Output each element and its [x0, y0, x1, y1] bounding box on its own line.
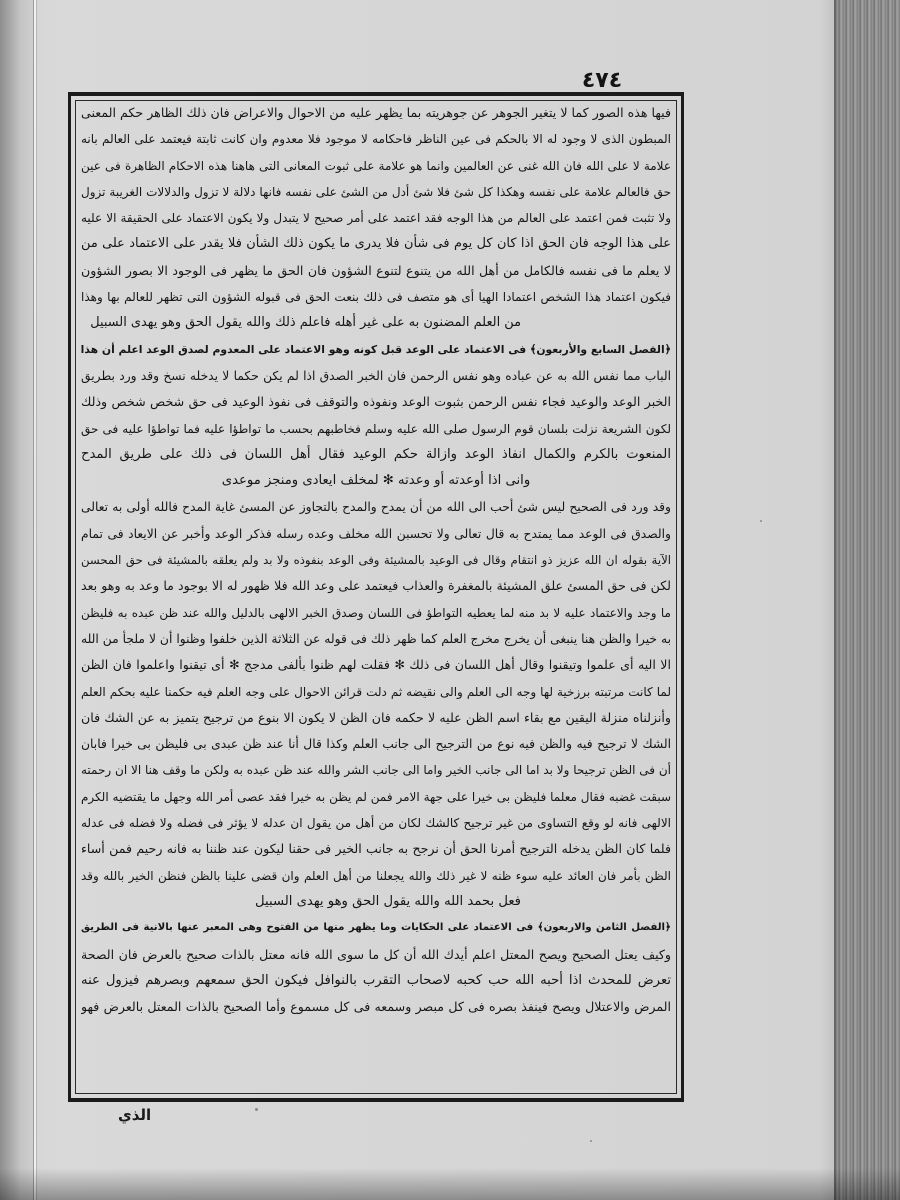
section-heading-line: ﴿الفصل السابع والأربعون﴾ فى الاعتماد على الوعد قبل كونه وهو الاعتماد على المعدوم لصدق الوعد اعلم أن هذا — [81, 342, 671, 356]
text-line: فيكون اعتماد هذا الشخص اعتمادا الهيا أى هو متصف فى ذلك بنعت الحق فى قبوله الشؤون التى تظهر للعالم بها وهذا — [81, 290, 671, 305]
text-line: على هذا الوجه فان الحق اذا كان كل يوم فى شأن فلا يدرى ما يكون ذلك الشأن فلا يقدر على الاعتماد على من — [81, 236, 671, 252]
text-line: المنعوت بالكرم والكمال انفاذ الوعد وازالة حكم الوعيد فقال أهل اللسان فى ذلك على طريق المدح — [81, 446, 671, 462]
text-line: أن فى الظن ترجيحا ولا بد اما الى جانب الخير واما الى جانب الشر والله عند ظن عبده به ولكن ما وقف هنا الا ان رحمته — [81, 763, 671, 778]
text-line: تعرض للمحدث اذا أحبه الله حب كحبه لاصحاب التقرب بالنوافل فيكون الحق سمعهم وبصرهم فيزول عنه — [81, 972, 671, 988]
text-line: ما وجد والاعتماد عليه لا بد منه لما يعطيه التواطؤ فى اللسان وصدق الخبر الالهى بالدليل والله عند ظن عبده به فليظن — [81, 605, 671, 620]
page-number: ٤٧٤ — [581, 68, 623, 93]
text-line: المبطون الذى لا وجود له الا بالحكم فى عين الناظر فاحكامه لا موجود فلا معدوم وان كانت ثابتة فيعتمد على العالم بانه — [81, 132, 671, 147]
text-line: لما كانت مرتبته برزخية لها وجه الى العلم والى نقيضه ثم دلت قرائن الاحوال على وجه العلم فيه حكمنا عليه بحكم العلم — [81, 684, 671, 699]
text-line: من العلم المضنون به على غير أهله فاعلم ذلك والله يقول الحق وهو يهدى السبيل — [90, 315, 521, 331]
verse-line: وانى اذا أوعدته أو وعدته ✻ لمخلف ايعادى ومنجز موعدى — [221, 473, 531, 489]
text-line: والصدق فى الوعد مما يمتدح به قال تعالى ولا تحسبن الله مخلف وعده رسله فذكر الوعد وأخبر عن الايعاد فى تمام — [81, 526, 671, 541]
text-line: الشك لا ترجيح فيه والظن فيه نوع من الترجيح الى جانب العلم وكذا قال أنا عند ظن عبدى بى فليظن بى خيرا فابان — [81, 737, 671, 752]
text-line: حق فالعالم علامة على نفسه وهكذا كل شئ فلا شئ أدل من الشئ على نفسه فانها دلالة لا تزول والدلالات الغريبة تزول — [81, 184, 671, 199]
gutter-fold — [34, 0, 36, 1200]
text-line: لا يعلم ما فى نفسه فالكامل من أهل الله من يتنوع لتنوع الشؤون فان الحق ما يظهر فى الوجود الا بصور الشؤون — [81, 262, 671, 278]
text-line: الا اليه أى علموا وتيقنوا وقال أهل اللسان فى ذلك ✻ فقلت لهم ظنوا بألفى مدجج ✻ أى تيقنوا واعلموا فان الظن — [81, 657, 671, 673]
text-line: فعل بحمد الله والله يقول الحق وهو يهدى السبيل — [255, 893, 521, 909]
binding-shadow — [0, 0, 34, 1200]
paper-speck — [760, 520, 762, 522]
book-page-stack — [836, 0, 900, 1200]
text-line: لكن فى حق المسئ علق المشيئة بالمغفرة والعذاب فيعتمد على وعد الله فلا ظهور له الا بوجود ما وعد به وهو بعد — [81, 578, 671, 594]
text-line: الظن بأمر فان العائد عليه سوء ظنه لا غير ذلك والله يجعلنا من أهل العلم وان قضى علينا بالظن فنظن الخير بالله وقد — [81, 868, 671, 883]
text-line: ولا تثبت فمن اعتمد على العالم من هذا الوجه فقد اعتمد على أمر صحيح لا يتبدل ولا يكون الاعتماد على الحقيقة الا عليه — [81, 211, 671, 226]
text-line: الالهى فانه لو وقع التساوى من غير ترجيح كالشك لكان من أهل من يقول ان عدله لا يؤثر فى فضله ولا فضله فى عدله — [81, 816, 671, 831]
text-line: فيها هذه الصور كما لا يتغير الجوهر عن جوهريته بما يظهر عليه من الاحوال والاعراض فان ذلك الظاهر حكم المعنى — [81, 105, 671, 120]
catchword: الذي — [118, 1106, 152, 1124]
text-line: لكون الشريعة نزلت بلسان قوم الرسول صلى الله عليه وسلم فخاطبهم بحسب ما تواطؤا عليه فما تواطؤا عليه فى حق — [81, 421, 671, 436]
paper-speck — [255, 1108, 258, 1111]
text-frame — [68, 92, 684, 1102]
text-line: الخبر الوعد والوعيد فجاء نفس الرحمن بثبوت الوعد ونفوذه والتوقف فى نفوذ الوعيد فى حق شخص شخص وذلك — [81, 394, 671, 410]
text-line: وأنزلناه منزلة اليقين مع بقاء اسم الظن عليه لا حكمه فان الظن لا يكون الا بنوع من ترجيح يتميز به عن الشك فان — [81, 709, 671, 725]
section-heading-line: ﴿الفصل الثامن والاربعون﴾ فى الاعتماد على الحكايات وما يظهر منها من الفتوح وهى المعبر عنها بالانية فى الطريق — [81, 922, 671, 934]
text-line: فلما كان الظن يدخله الترجيح أمرنا الحق أن نرجح به جانب الخير فى حقنا ليكون عند ظننا به فانه رحيم فمن أساء — [81, 841, 671, 857]
text-line: سبقت غضبه فقال معلما فليظن بى خيرا على جهة الامر فمن لم يظن به خيرا فقد عصى أمر الله وجهل ما يقتضيه الكرم — [81, 789, 671, 804]
text-line: وكيف يعتل الصحيح ويصح المعتل اعلم أيدك الله أن كل ما سوى الله فانه معتل بالذات صحيح بالعرض فان الصحة — [81, 946, 671, 962]
text-line: الباب مما نفس الله به عن عباده وهو نفس الرحمن فان الخبر الصدق اذا لم يكن حكما لا يدخله نسخ وقد ورد بطريق — [81, 368, 671, 383]
bottom-shadow — [0, 1168, 900, 1200]
text-line: علامة لا على الله فان الله غنى عن العالمين وانما هو علامة على ثبوت المعانى التى هاهنا هذه الاحكام الظاهرة فى عين — [81, 158, 671, 173]
text-line: وقد ورد فى الصحيح ليس شئ أحب الى الله من أن يمدح والمدح بالتجاوز عن المسئ غاية المدح فالله أولى به تعالى — [81, 500, 671, 515]
body-text — [81, 100, 671, 1094]
text-line: المرض والاعتلال ويصح فينفذ بصره فى كل مبصر وسمعه فى كل مسموع وأما الصحيح بالذات المعتل بالعرض فهو — [81, 999, 671, 1015]
paper-speck — [590, 1140, 592, 1142]
text-line: الآية بقوله ان الله عزيز ذو انتقام وقال فى الوعيد بالمشيئة وفى الوعد بنفوذه ولا بد ولم يعلقه بالمشيئة فى حق المحسن — [81, 553, 671, 568]
text-line: به خيرا والظن هنا ينبغى أن يخرج مخرج العلم كما ظهر ذلك فى قوله عن الثلاثة الذين خلفوا وظنوا أن لا ملجأ من الله — [81, 631, 671, 646]
